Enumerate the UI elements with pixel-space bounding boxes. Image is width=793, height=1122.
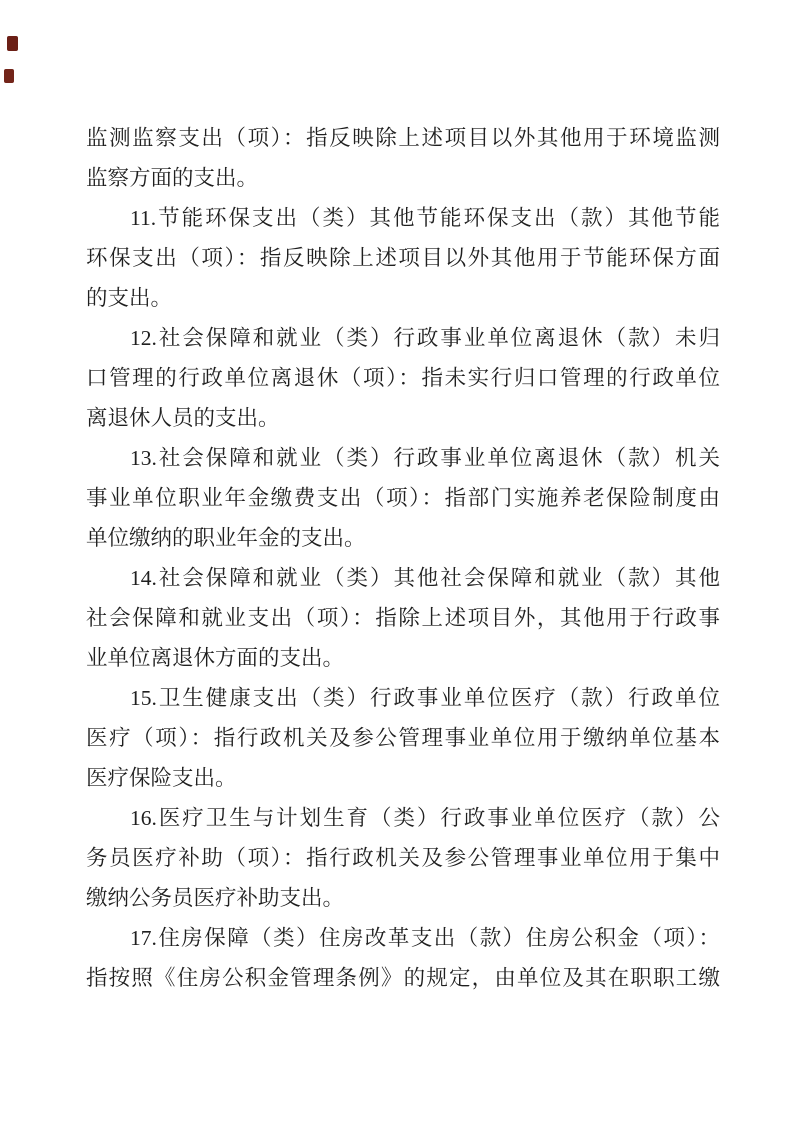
text-line: 离退休人员的支出。 [86, 406, 280, 430]
text-line: 监察方面的支出。 [86, 166, 259, 190]
document-text [86, 118, 720, 998]
text-line: 15.卫生健康支出（类）行政事业单位医疗（款）行政单位 [130, 686, 720, 710]
text-line: 医疗保险支出。 [86, 766, 237, 790]
text-line: 14.社会保障和就业（类）其他社会保障和就业（款）其他 [130, 566, 720, 590]
text-line: 务员医疗补助（项）：指行政机关及参公管理事业单位用于集中 [86, 846, 720, 870]
text-line: 事业单位职业年金缴费支出（项）：指部门实施养老保险制度由 [86, 486, 720, 510]
ink-mark [7, 36, 18, 51]
text-line: 缴纳公务员医疗补助支出。 [86, 886, 345, 910]
text-line: 的支出。 [86, 286, 173, 310]
text-line: 环保支出（项）：指反映除上述项目以外其他用于节能环保方面 [86, 246, 720, 270]
ink-mark [4, 69, 14, 83]
text-line: 社会保障和就业支出（项）：指除上述项目外，其他用于行政事 [86, 606, 720, 630]
text-line: 12.社会保障和就业（类）行政事业单位离退休（款）未归 [130, 326, 720, 350]
text-line: 11.节能环保支出（类）其他节能环保支出（款）其他节能 [130, 206, 720, 230]
text-line: 医疗（项）：指行政机关及参公管理事业单位用于缴纳单位基本 [86, 726, 720, 750]
text-line: 监测监察支出（项）：指反映除上述项目以外其他用于环境监测 [86, 126, 720, 150]
text-line: 16.医疗卫生与计划生育（类）行政事业单位医疗（款）公 [130, 806, 720, 830]
text-line: 口管理的行政单位离退休（项）：指未实行归口管理的行政单位 [86, 366, 720, 390]
text-line: 业单位离退休方面的支出。 [86, 646, 345, 670]
text-line: 13.社会保障和就业（类）行政事业单位离退休（款）机关 [130, 446, 720, 470]
text-line: 单位缴纳的职业年金的支出。 [86, 526, 366, 550]
text-line: 17.住房保障（类）住房改革支出（款）住房公积金（项）： [130, 926, 720, 950]
text-line: 指按照《住房公积金管理条例》的规定，由单位及其在职职工缴 [86, 966, 720, 990]
